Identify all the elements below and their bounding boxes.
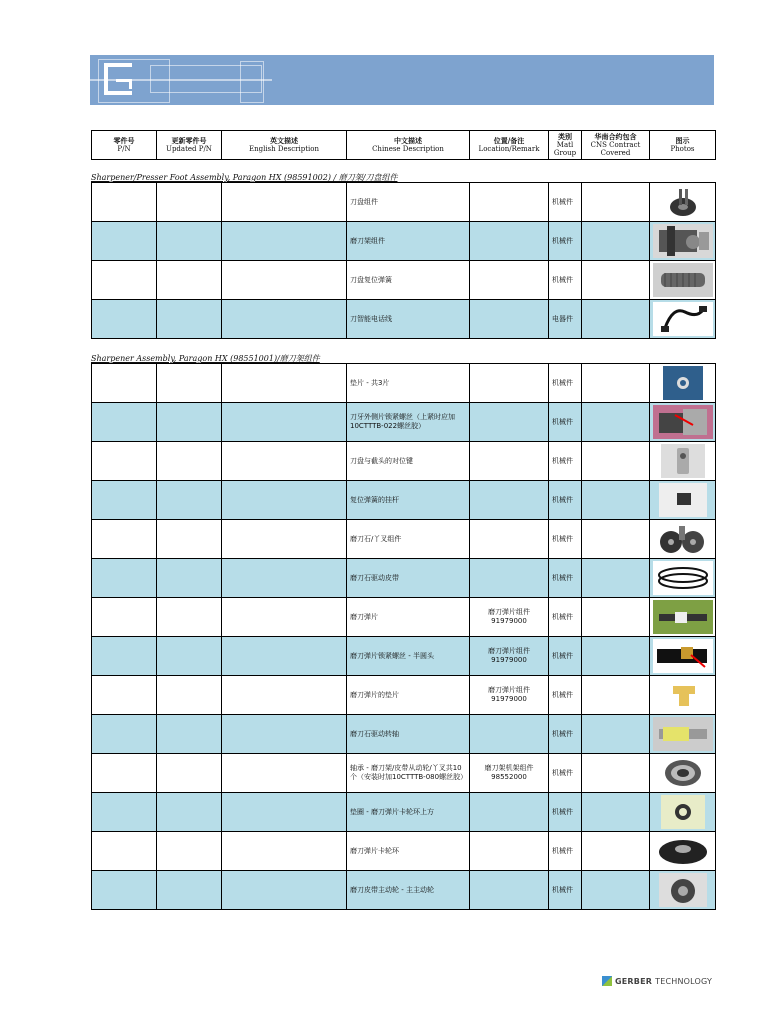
pn-cell (92, 559, 157, 598)
location-remark-cell: 磨刀架机架组件 98552000 (470, 754, 549, 793)
contract-covered-cell (582, 364, 650, 403)
column-header-photos: 图示 Photos (650, 131, 716, 160)
english-description-cell (222, 364, 347, 403)
photo-lock-screw (653, 405, 713, 439)
chinese-description-cell: 磨刀弹片锁紧螺丝 - 半圆头 (347, 637, 470, 676)
photo-cell (650, 871, 716, 910)
footer-brand-suffix: TECHNOLOGY (655, 976, 713, 986)
location-remark-cell (470, 481, 549, 520)
photo-pulley (653, 873, 713, 907)
updated-pn-cell (157, 364, 222, 403)
contract-covered-cell (582, 403, 650, 442)
table-row (92, 793, 716, 832)
column-header-contract: 华南合约包含 CNS Contract Covered (582, 131, 650, 160)
location-remark-cell (470, 442, 549, 481)
location-remark-cell (470, 261, 549, 300)
material-group-cell: 机械件 (549, 598, 582, 637)
contract-covered-cell (582, 183, 650, 222)
english-description-cell (222, 481, 347, 520)
updated-pn-cell (157, 598, 222, 637)
material-group-cell: 机械件 (549, 364, 582, 403)
column-header-english: 英文描述 English Description (222, 131, 347, 160)
material-group-cell: 机械件 (549, 832, 582, 871)
parts-table-sharpener-presser (91, 182, 716, 339)
table-row (92, 442, 716, 481)
contract-covered-cell (582, 481, 650, 520)
contract-covered-cell (582, 559, 650, 598)
section-title: Sharpener Assembly, Paragon HX (98551001)/磨刀架组件 (91, 354, 320, 363)
updated-pn-cell (157, 481, 222, 520)
column-header-pn: 零件号 P/N (92, 131, 157, 160)
updated-pn-cell (157, 442, 222, 481)
photo-cell (650, 300, 716, 339)
updated-pn-cell (157, 832, 222, 871)
pn-cell (92, 520, 157, 559)
location-remark-cell (470, 364, 549, 403)
column-header-table (91, 130, 716, 160)
material-group-cell: 机械件 (549, 442, 582, 481)
contract-covered-cell (582, 793, 650, 832)
table-row (92, 222, 716, 261)
english-description-cell (222, 598, 347, 637)
chinese-description-cell: 磨刀弹片 (347, 598, 470, 637)
photo-knife-disc (653, 185, 713, 219)
column-header-updated-pn: 更新零件号 Updated P/N (157, 131, 222, 160)
photo-return-spring (653, 263, 713, 297)
banner-decoration (240, 61, 264, 103)
material-group-cell: 机械件 (549, 676, 582, 715)
location-remark-cell: 磨刀弹片组件 91979000 (470, 598, 549, 637)
table-row (92, 871, 716, 910)
location-remark-cell (470, 559, 549, 598)
photo-cable (653, 302, 713, 336)
english-description-cell (222, 300, 347, 339)
english-description-cell (222, 183, 347, 222)
table-row (92, 754, 716, 793)
material-group-cell: 机械件 (549, 222, 582, 261)
table-row (92, 832, 716, 871)
english-description-cell (222, 715, 347, 754)
english-description-cell (222, 559, 347, 598)
chinese-description-cell: 刀盘与截头的对位键 (347, 442, 470, 481)
photo-cell (650, 364, 716, 403)
chinese-description-cell: 磨刀皮带主动轮 - 主主动轮 (347, 871, 470, 910)
header-banner (90, 55, 714, 105)
contract-covered-cell (582, 754, 650, 793)
photo-plate-screw (653, 639, 713, 673)
photo-spring-plate (653, 600, 713, 634)
chinese-description-cell: 复位弹簧的挂杆 (347, 481, 470, 520)
photo-stone-fork (653, 522, 713, 556)
english-description-cell (222, 676, 347, 715)
column-header-location: 位置/备注 Location/Remark (470, 131, 549, 160)
photo-hanger-rod (653, 483, 713, 517)
updated-pn-cell (157, 300, 222, 339)
chinese-description-cell: 刀智能电话线 (347, 300, 470, 339)
table-row (92, 403, 716, 442)
table-row (92, 676, 716, 715)
pn-cell (92, 300, 157, 339)
photo-cell (650, 403, 716, 442)
location-remark-cell (470, 715, 549, 754)
updated-pn-cell (157, 871, 222, 910)
updated-pn-cell (157, 793, 222, 832)
pn-cell (92, 832, 157, 871)
chinese-description-cell: 垫圈 - 磨刀弹片卡轮环上方 (347, 793, 470, 832)
table-row (92, 715, 716, 754)
contract-covered-cell (582, 832, 650, 871)
photo-cell (650, 559, 716, 598)
updated-pn-cell (157, 261, 222, 300)
english-description-cell (222, 871, 347, 910)
photo-cell (650, 481, 716, 520)
material-group-cell: 机械件 (549, 637, 582, 676)
location-remark-cell (470, 300, 549, 339)
table-row (92, 300, 716, 339)
contract-covered-cell (582, 520, 650, 559)
pn-cell (92, 715, 157, 754)
photo-cell (650, 754, 716, 793)
material-group-cell: 机械件 (549, 183, 582, 222)
photo-key (653, 444, 713, 478)
column-header-group: 类别 Matl Group (549, 131, 582, 160)
chinese-description-cell: 磨刀石驱动皮带 (347, 559, 470, 598)
english-description-cell (222, 754, 347, 793)
material-group-cell: 电器件 (549, 300, 582, 339)
photo-plate-shim (653, 678, 713, 712)
location-remark-cell: 磨刀弹片组件 91979000 (470, 637, 549, 676)
updated-pn-cell (157, 754, 222, 793)
english-description-cell (222, 261, 347, 300)
contract-covered-cell (582, 715, 650, 754)
photo-cell (650, 222, 716, 261)
contract-covered-cell (582, 261, 650, 300)
location-remark-cell (470, 520, 549, 559)
pn-cell (92, 403, 157, 442)
updated-pn-cell (157, 183, 222, 222)
english-description-cell (222, 520, 347, 559)
chinese-description-cell: 刀盘组件 (347, 183, 470, 222)
contract-covered-cell (582, 442, 650, 481)
table-row (92, 183, 716, 222)
photo-cell (650, 598, 716, 637)
contract-covered-cell (582, 871, 650, 910)
chinese-description-cell: 垫片 - 共3片 (347, 364, 470, 403)
contract-covered-cell (582, 676, 650, 715)
photo-gasket (653, 795, 713, 829)
pn-cell (92, 676, 157, 715)
updated-pn-cell (157, 222, 222, 261)
contract-covered-cell (582, 637, 650, 676)
material-group-cell: 机械件 (549, 481, 582, 520)
gerber-logo-icon (602, 976, 612, 986)
photo-belt (653, 561, 713, 595)
updated-pn-cell (157, 403, 222, 442)
location-remark-cell (470, 871, 549, 910)
updated-pn-cell (157, 559, 222, 598)
chinese-description-cell: 刀盘复位弹簧 (347, 261, 470, 300)
material-group-cell: 机械件 (549, 871, 582, 910)
table-row (92, 261, 716, 300)
section-title: Sharpener/Presser Foot Assembly, Paragon HX (98591002) / 磨刀架/刀盘组件 (91, 173, 398, 182)
pn-cell (92, 481, 157, 520)
table-row (92, 598, 716, 637)
material-group-cell: 机械件 (549, 520, 582, 559)
english-description-cell (222, 403, 347, 442)
pn-cell (92, 793, 157, 832)
english-description-cell (222, 442, 347, 481)
english-description-cell (222, 832, 347, 871)
photo-cell (650, 261, 716, 300)
english-description-cell (222, 637, 347, 676)
footer-logo (602, 976, 712, 986)
photo-cell (650, 442, 716, 481)
updated-pn-cell (157, 520, 222, 559)
table-row (92, 520, 716, 559)
chinese-description-cell: 磨刀架组件 (347, 222, 470, 261)
table-row (92, 559, 716, 598)
location-remark-cell (470, 832, 549, 871)
photo-cell (650, 715, 716, 754)
english-description-cell (222, 222, 347, 261)
photo-sharpener-frame (653, 224, 713, 258)
location-remark-cell (470, 183, 549, 222)
pn-cell (92, 222, 157, 261)
chinese-description-cell: 刀牙外侧片锁紧螺丝（上紧时应加10CTTTB-022螺丝胶） (347, 403, 470, 442)
location-remark-cell: 磨刀弹片组件 91979000 (470, 676, 549, 715)
location-remark-cell (470, 403, 549, 442)
pn-cell (92, 183, 157, 222)
material-group-cell: 机械件 (549, 559, 582, 598)
pn-cell (92, 637, 157, 676)
photo-drive-shaft (653, 717, 713, 751)
column-header-chinese: 中文描述 Chinese Description (347, 131, 470, 160)
footer-brand: GERBER (615, 976, 653, 986)
pn-cell (92, 364, 157, 403)
photo-cell (650, 637, 716, 676)
updated-pn-cell (157, 715, 222, 754)
material-group-cell: 机械件 (549, 754, 582, 793)
material-group-cell: 机械件 (549, 793, 582, 832)
contract-covered-cell (582, 300, 650, 339)
pn-cell (92, 261, 157, 300)
updated-pn-cell (157, 676, 222, 715)
pn-cell (92, 871, 157, 910)
material-group-cell: 机械件 (549, 261, 582, 300)
pn-cell (92, 598, 157, 637)
photo-collar (653, 834, 713, 868)
english-description-cell (222, 793, 347, 832)
chinese-description-cell: 磨刀弹片卡轮环 (347, 832, 470, 871)
contract-covered-cell (582, 598, 650, 637)
material-group-cell: 机械件 (549, 715, 582, 754)
material-group-cell: 机械件 (549, 403, 582, 442)
company-logo-icon (104, 63, 132, 95)
photo-cell (650, 520, 716, 559)
table-row (92, 481, 716, 520)
photo-bearing (653, 756, 713, 790)
pn-cell (92, 442, 157, 481)
chinese-description-cell: 磨刀弹片的垫片 (347, 676, 470, 715)
table-row (92, 364, 716, 403)
chinese-description-cell: 轴承 - 磨刀架/皮带从动轮/丫叉共10个（安装时加10CTTTB-080螺丝胶） (347, 754, 470, 793)
location-remark-cell (470, 222, 549, 261)
photo-washer (653, 366, 713, 400)
parts-table-sharpener (91, 363, 716, 910)
table-row (92, 637, 716, 676)
photo-cell (650, 183, 716, 222)
chinese-description-cell: 磨刀石驱动转轴 (347, 715, 470, 754)
updated-pn-cell (157, 637, 222, 676)
photo-cell (650, 832, 716, 871)
pn-cell (92, 754, 157, 793)
contract-covered-cell (582, 222, 650, 261)
photo-cell (650, 676, 716, 715)
location-remark-cell (470, 793, 549, 832)
photo-cell (650, 793, 716, 832)
chinese-description-cell: 磨刀石/丫叉组件 (347, 520, 470, 559)
